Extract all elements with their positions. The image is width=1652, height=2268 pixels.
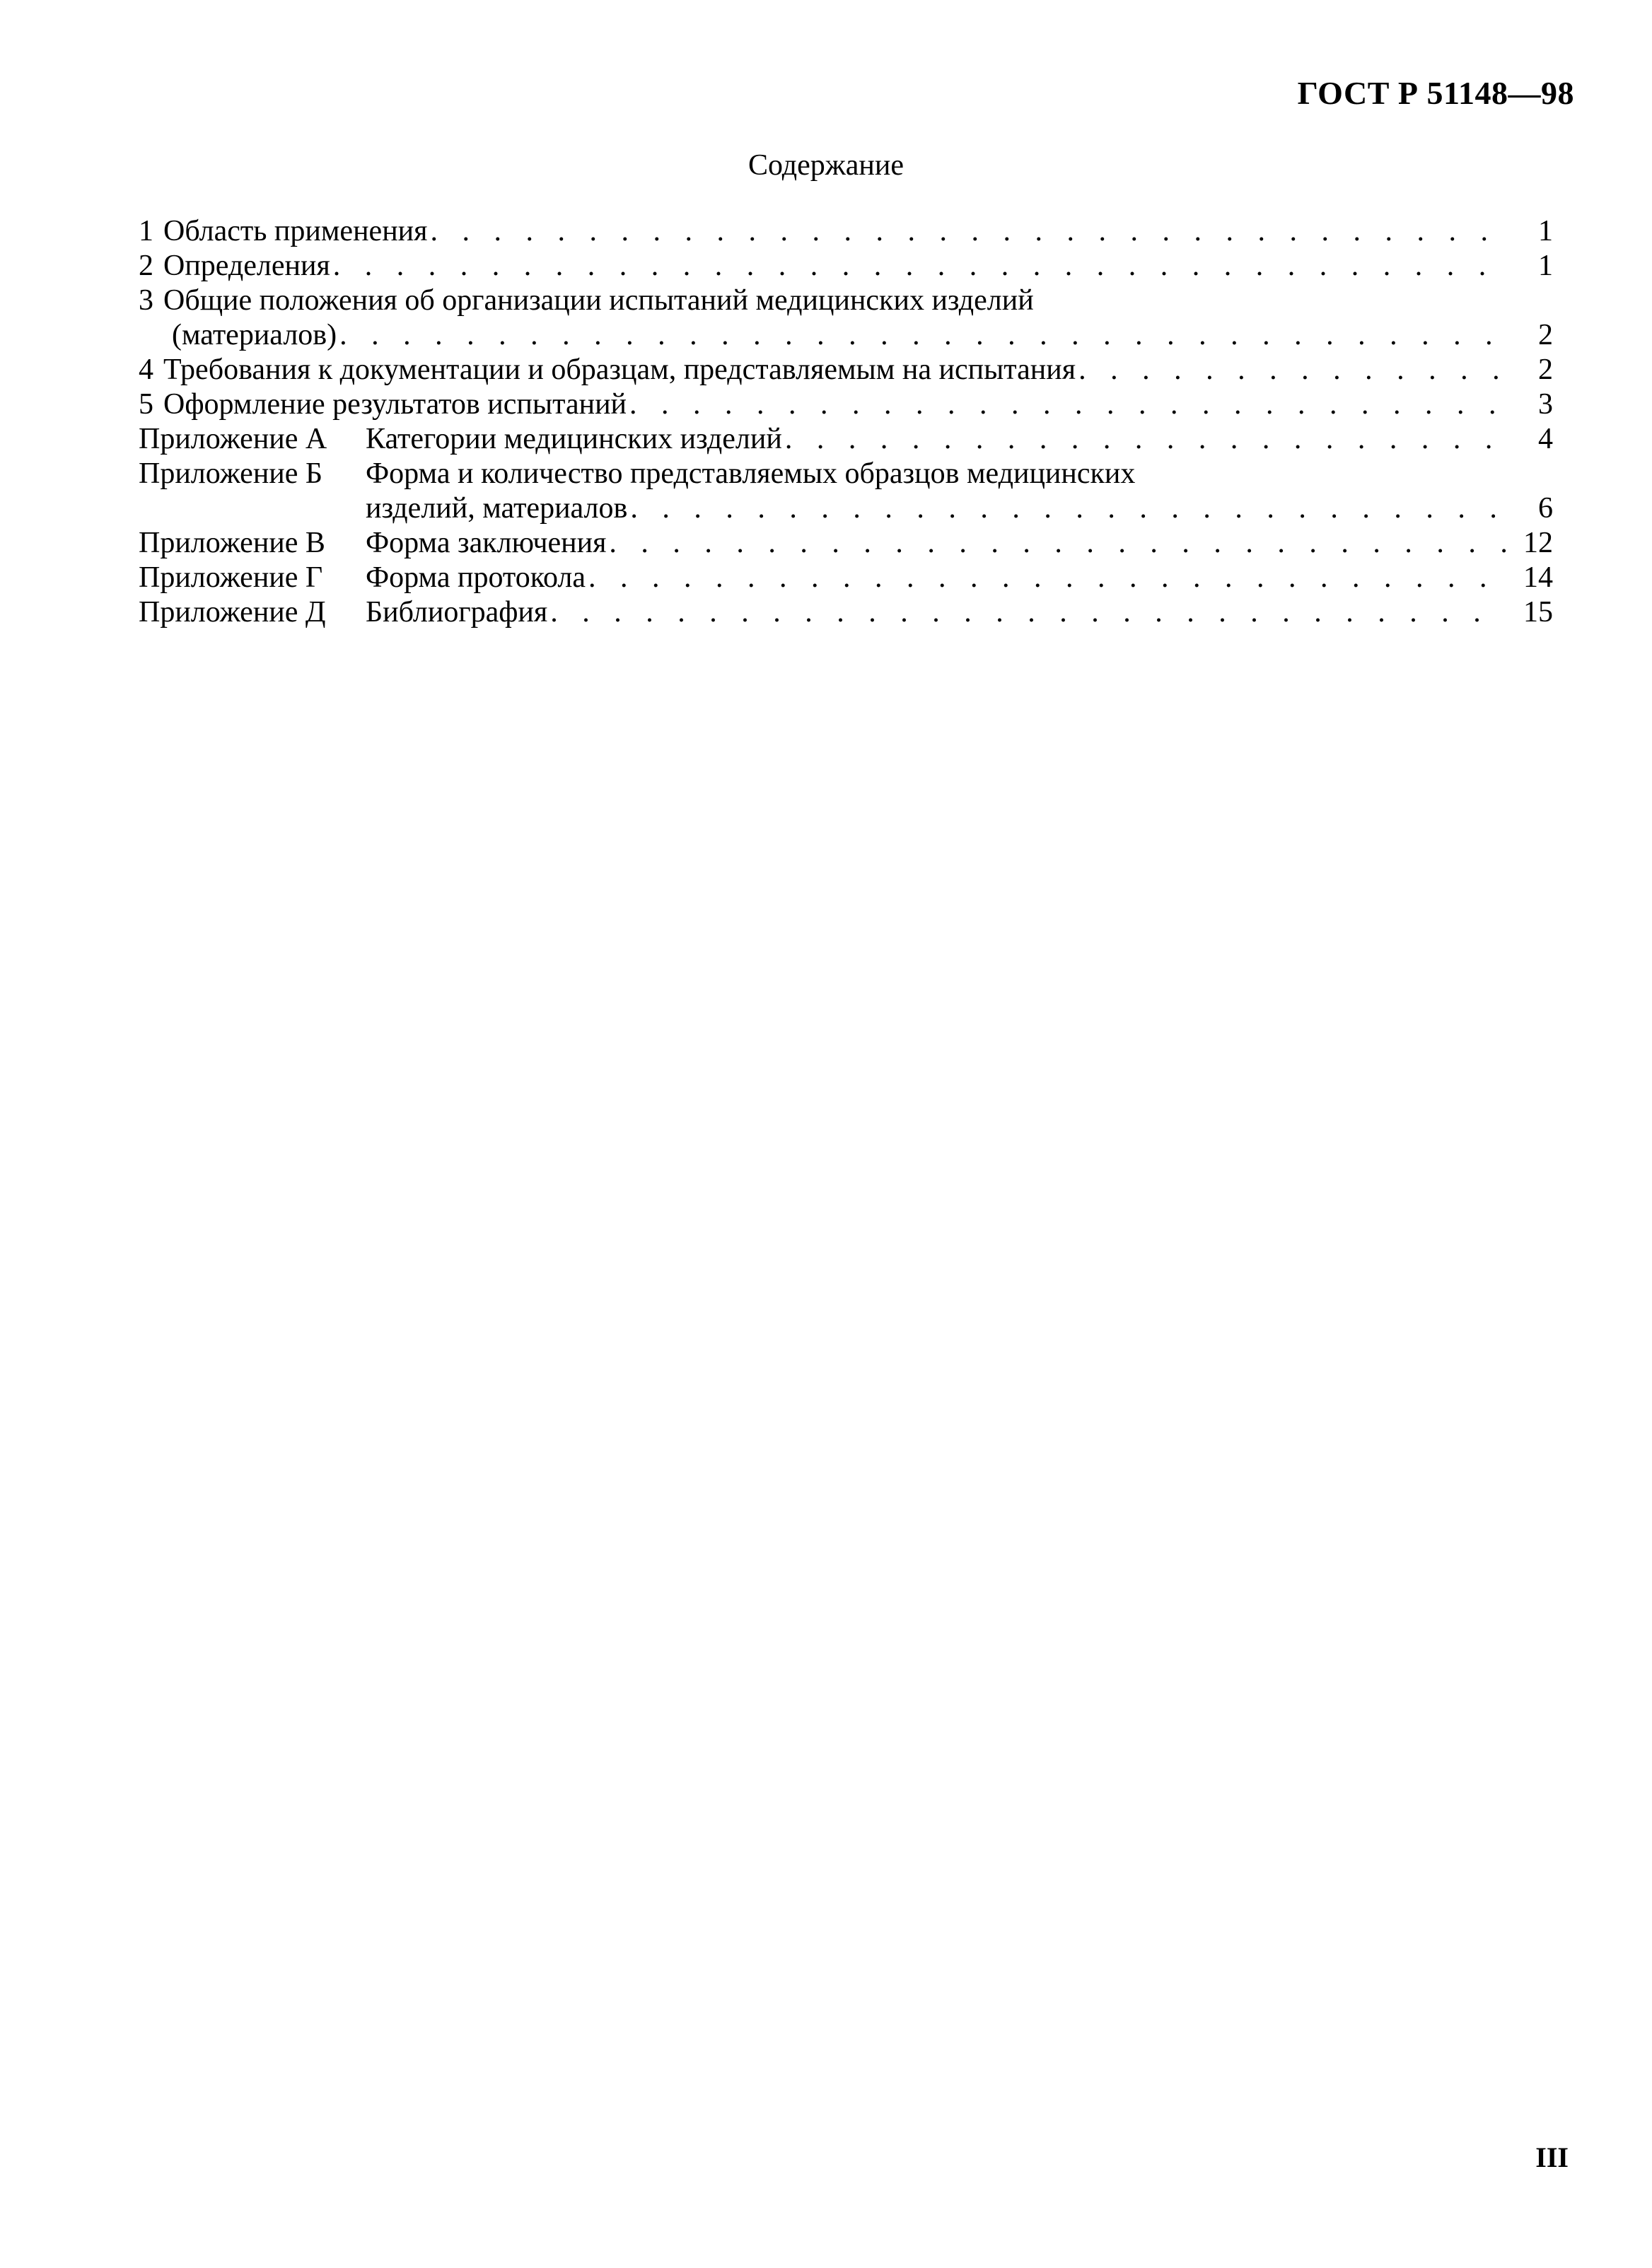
annex-title: Форма заключения [366,527,607,559]
toc-entry-3-line2[interactable] [172,318,1553,353]
toc-annex-g[interactable] [139,561,1553,595]
annex-page: 6 [1538,492,1553,525]
annex-title-continued: изделий, материалов [366,492,628,525]
annex-title: Форма и количество представляемых образцов медицинских [366,457,1136,490]
toc-entry-title: Общие положения об организации испытаний медицинских изделий [163,284,1034,317]
toc-entry-number: 5 [139,388,153,421]
dot-leader [550,595,1506,630]
toc-annex-b-line2[interactable] [366,491,1553,526]
annex-page: 15 [1523,596,1553,629]
toc-entry-title: Определения [163,250,330,282]
toc-annex-v[interactable] [139,526,1553,561]
toc-entry-title: Оформление результатов испытаний [163,388,627,421]
dot-leader [1078,353,1506,387]
toc-entry-2[interactable] [139,249,1553,284]
page-number: III [1535,2141,1569,2173]
dot-leader [785,422,1506,457]
dot-leader [630,491,1506,526]
toc-entry-number: 2 [139,250,153,282]
annex-page: 14 [1523,561,1553,594]
toc-entry-page: 3 [1538,388,1553,421]
annex-title: Категории медицинских изделий [366,423,782,455]
document-code: ГОСТ Р 51148—98 [1297,75,1574,111]
toc-entry-page: 2 [1538,353,1553,386]
toc-entry-page: 1 [1538,215,1553,247]
toc-entry-1[interactable] [139,214,1553,249]
dot-leader [339,318,1506,353]
dot-leader [430,214,1506,249]
annex-page: 4 [1538,423,1553,455]
toc-entry-title: Область применения [163,215,428,247]
annex-page: 12 [1523,527,1553,559]
toc-annex-d[interactable] [139,595,1553,630]
toc-entry-number: 1 [139,215,153,247]
toc-entry-3-line1[interactable] [139,284,1553,318]
toc-annex-a[interactable] [139,422,1553,457]
toc-entry-5[interactable] [139,387,1553,422]
annex-label: Приложение Д [139,596,326,629]
toc-entry-number: 4 [139,353,153,386]
dot-leader [588,561,1506,595]
toc-heading: Содержание [748,149,904,182]
annex-title: Библиография [366,596,548,629]
dot-leader [333,249,1506,284]
toc-entry-title-continued: (материалов) [172,319,337,351]
annex-title: Форма протокола [366,561,586,594]
toc-entry-title: Требования к документации и образцам, представляемым на испытания [163,353,1076,386]
table-of-contents [139,214,1553,630]
dot-leader [609,526,1506,561]
annex-label: Приложение В [139,527,325,559]
dot-leader [629,387,1506,422]
toc-entry-page: 1 [1538,250,1553,282]
annex-label: Приложение А [139,423,327,455]
annex-label: Приложение Г [139,561,323,594]
toc-entry-page: 2 [1538,319,1553,351]
toc-entry-4[interactable] [139,353,1553,387]
toc-entry-number: 3 [139,284,153,317]
toc-annex-b-line1[interactable] [139,457,1553,491]
annex-label: Приложение Б [139,457,323,490]
